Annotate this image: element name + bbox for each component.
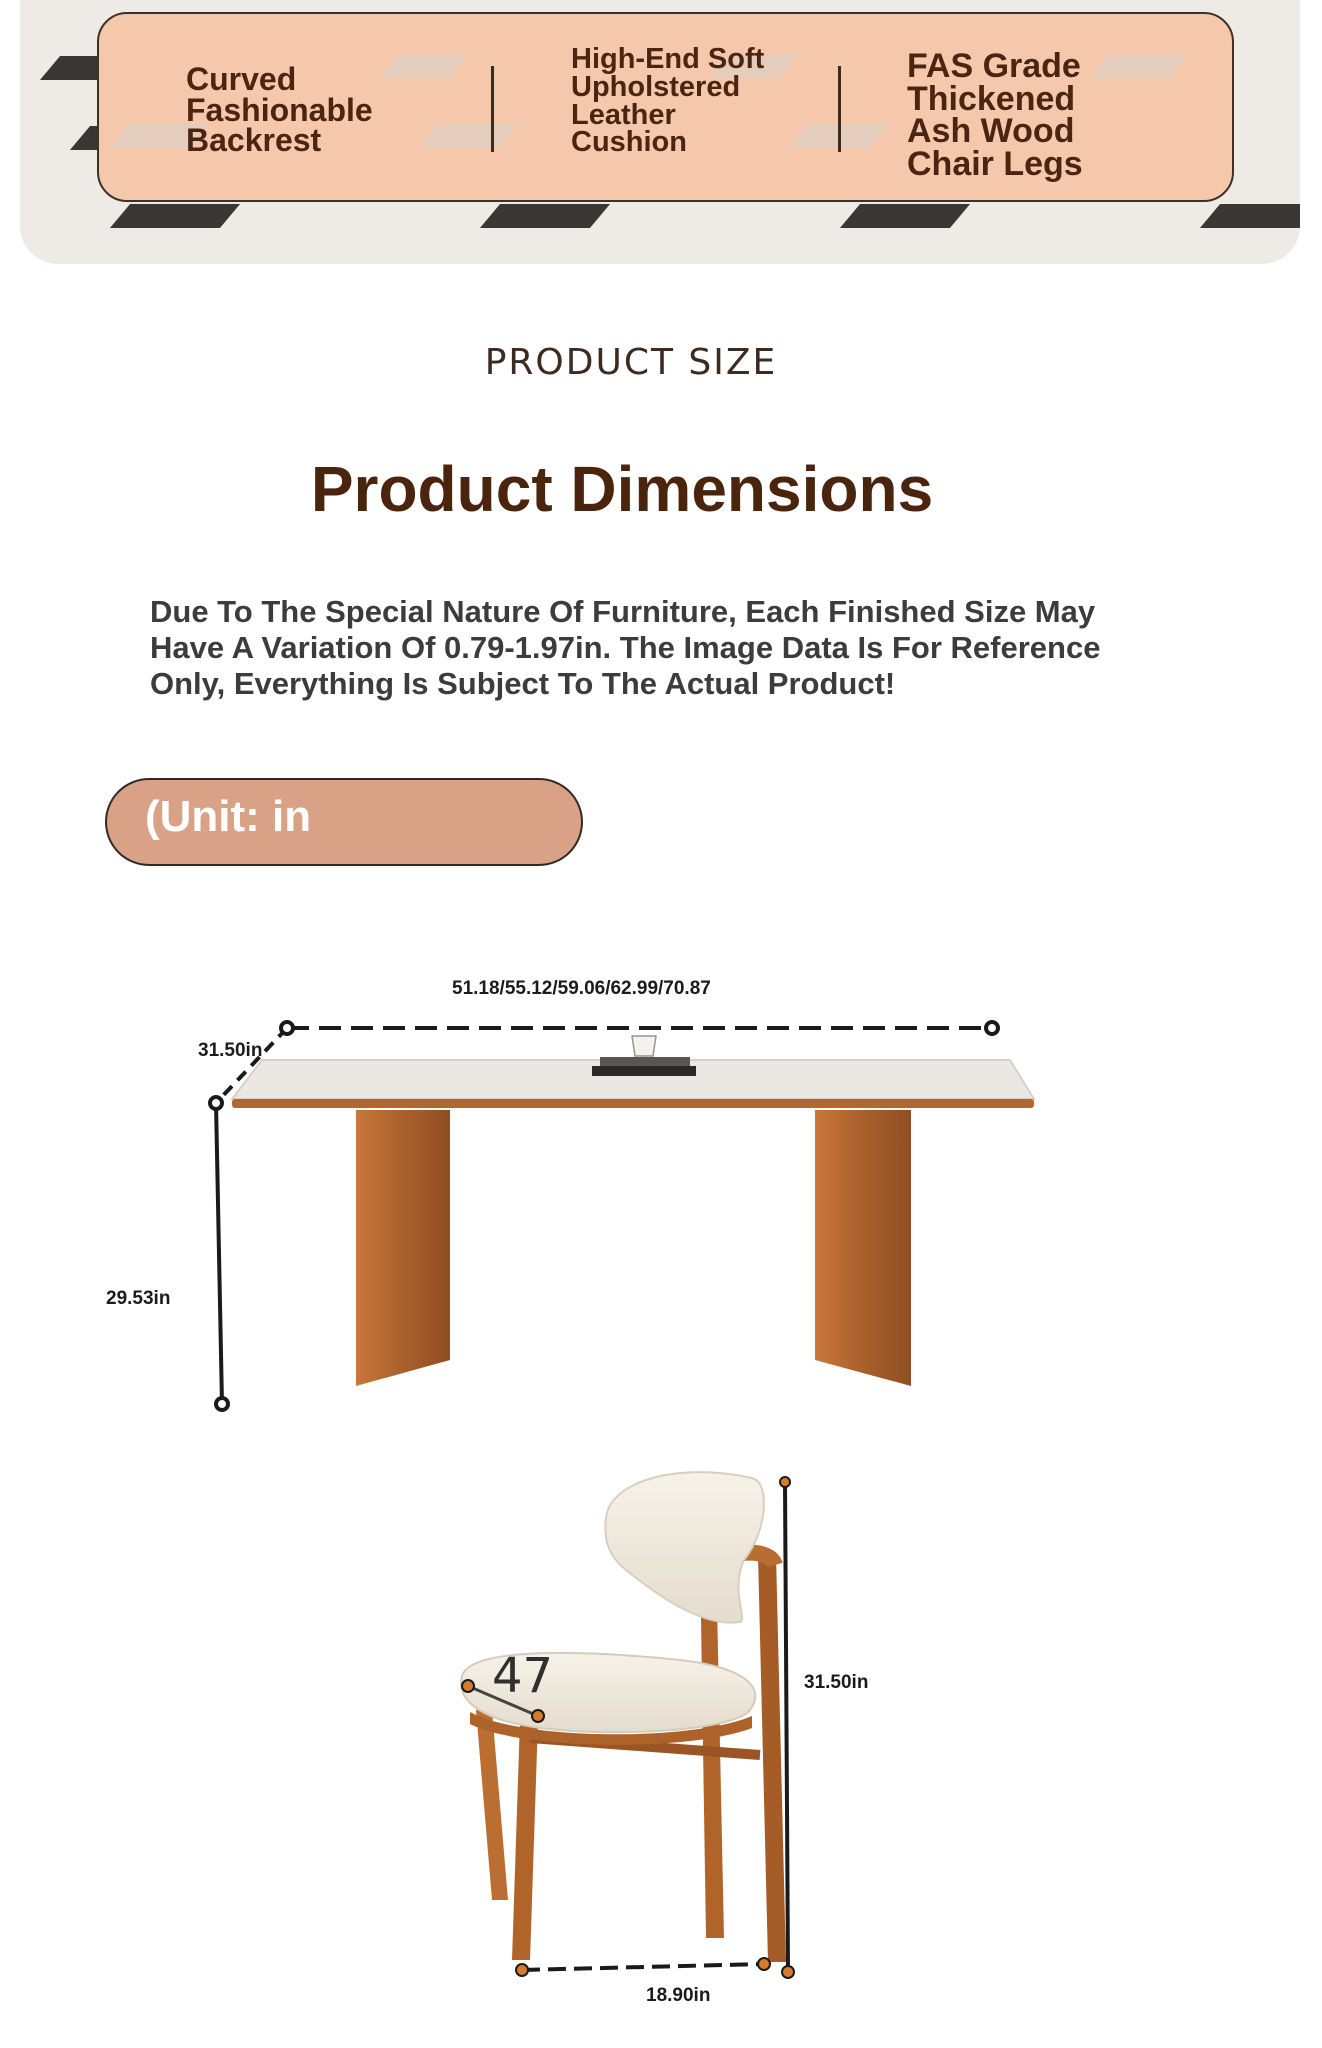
dimension-node xyxy=(780,1477,790,1487)
dimension-node xyxy=(210,1097,222,1109)
chair-height-line xyxy=(785,1482,788,1972)
table-illustration xyxy=(232,1036,1034,1386)
dimension-node xyxy=(281,1022,293,1034)
book xyxy=(592,1066,696,1076)
unit-label: (Unit: in xyxy=(145,792,312,841)
dimension-node xyxy=(532,1710,544,1722)
feature-line: Chair Legs xyxy=(907,144,1083,183)
feature-line: Thickened xyxy=(907,79,1076,118)
height-line xyxy=(216,1103,222,1404)
chair-height-label: 31.50in xyxy=(804,1672,869,1693)
table-leg xyxy=(356,1110,450,1386)
backrest-cushion xyxy=(605,1472,764,1622)
dimension-node xyxy=(986,1022,998,1034)
seat-depth-mark: 47 xyxy=(492,1648,554,1704)
feature-line: Cushion xyxy=(571,126,687,159)
dimension-node xyxy=(782,1966,794,1978)
page-title: Product Dimensions xyxy=(310,453,934,525)
feature-line: High-End Soft xyxy=(571,43,765,75)
table-leg xyxy=(815,1110,911,1386)
feature-line: Leather xyxy=(571,98,676,131)
dimension-node xyxy=(758,1958,770,1970)
feature-line: Upholstered xyxy=(571,70,741,103)
feature-line: Backrest xyxy=(186,122,322,159)
tabletop-edge xyxy=(232,1099,1034,1108)
dimension-node xyxy=(462,1680,474,1692)
feature-line: Fashionable xyxy=(186,91,373,128)
feature-line: Ash Wood xyxy=(907,112,1075,151)
table-depth-label: 31.50in xyxy=(198,1040,263,1061)
table-height-label: 29.53in xyxy=(106,1288,171,1309)
cup xyxy=(632,1036,656,1056)
dimension-node xyxy=(516,1964,528,1976)
chair-leg xyxy=(512,1720,538,1960)
chair-width-line xyxy=(522,1964,764,1970)
section-label: PRODUCT SIZE xyxy=(484,342,778,383)
feature-line: Curved xyxy=(186,61,297,97)
dimension-node xyxy=(216,1398,228,1410)
chair-leg xyxy=(476,1710,508,1900)
feature-line: FAS Grade xyxy=(907,47,1081,85)
book xyxy=(600,1057,690,1066)
table-length-label: 51.18/55.12/59.06/62.99/70.87 xyxy=(452,978,711,999)
variation-note: Due To The Special Nature Of Furniture, Each Finished Size May Have A Variation Of 0.79-1.97in. The Image Data Is For Reference Only, Everything Is Subject To The Actual Product! xyxy=(150,594,1101,701)
chair-leg xyxy=(758,1555,786,1962)
chair-illustration xyxy=(461,1472,786,1962)
chair-width-label: 18.90in xyxy=(646,1985,711,2006)
